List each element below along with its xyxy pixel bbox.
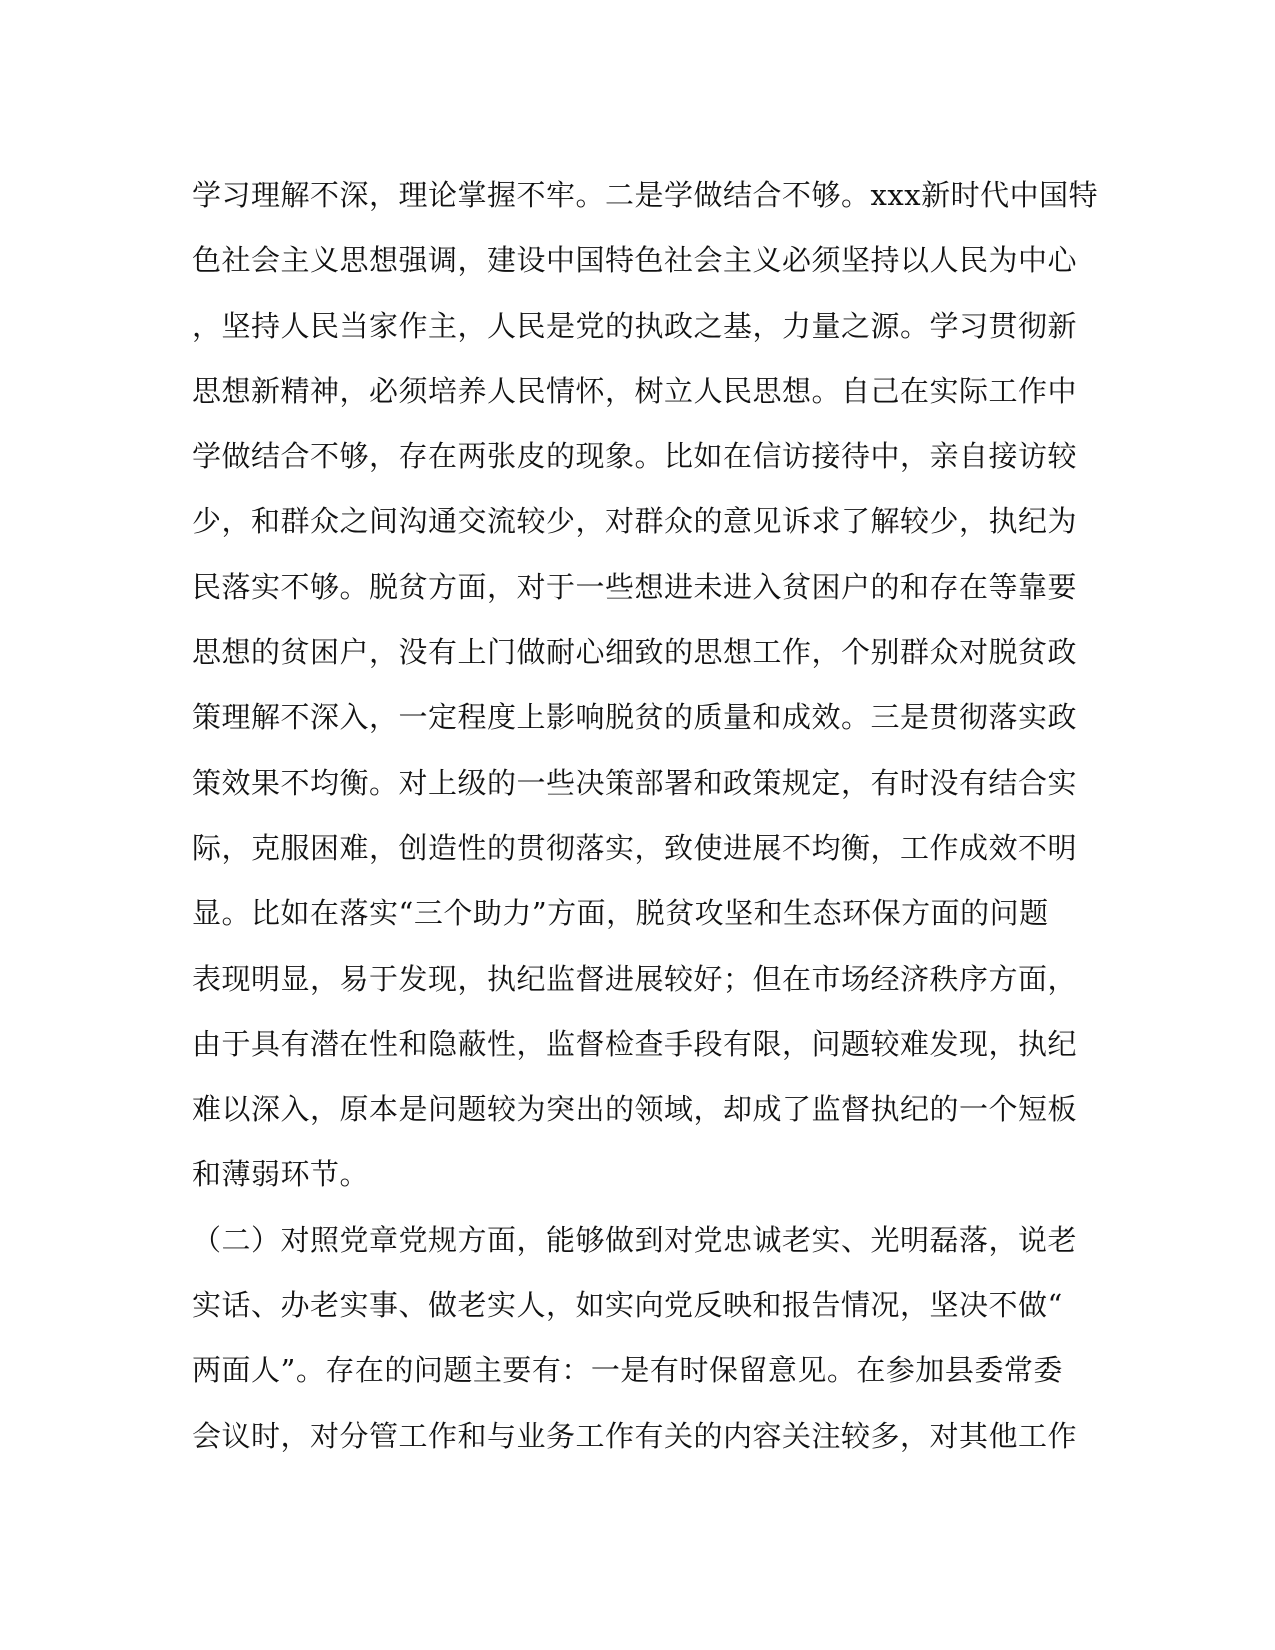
text-line: 少，和群众之间沟通交流较少，对群众的意见诉求了解较少，执纪为 [192,504,1078,539]
text-line: 思想的贫困户，没有上门做耐心细致的思想工作，个别群众对脱贫政 [192,635,1078,670]
text-line: 思想新精神，必须培养人民情怀，树立人民思想。自己在实际工作中 [192,373,1078,408]
text-line: 和薄弱环节。 [192,1157,370,1192]
text-line: 民落实不够。脱贫方面，对于一些想进未进入贫困户的和存在等靠要 [192,569,1078,604]
text-line: 两面人”。存在的问题主要有：一是有时保留意见。在参加县委常委 [192,1353,1063,1388]
text-line: （二）对照党章党规方面，能够做到对党忠诚老实、光明磊落，说老 [192,1222,1078,1257]
text-line: 会议时，对分管工作和与业务工作有关的内容关注较多，对其他工作 [192,1418,1078,1453]
text-line: 显。比如在落实“三个助力”方面，脱贫攻坚和生态环保方面的问题 [192,896,1049,931]
text-line: 策效果不均衡。对上级的一些决策部署和政策规定，有时没有结合实 [192,765,1078,800]
text-line: 由于具有潜在性和隐蔽性，监督检查手段有限，问题较难发现，执纪 [192,1026,1078,1061]
body-text [192,163,1099,1469]
text-line: 难以深入，原本是问题较为突出的领域，却成了监督执纪的一个短板 [192,1092,1078,1127]
text-line: 表现明显，易于发现，执纪监督进展较好；但在市场经济秩序方面， [192,961,1078,996]
text-line: 策理解不深入，一定程度上影响脱贫的质量和成效。三是贯彻落实政 [192,700,1078,735]
text-line: 学做结合不够，存在两张皮的现象。比如在信访接待中，亲自接访较 [192,439,1078,474]
text-line: ，坚持人民当家作主，人民是党的执政之基，力量之源。学习贯彻新 [192,308,1078,343]
text-line: 学习理解不深，理论掌握不牢。二是学做结合不够。xxx新时代中国特 [192,178,1099,212]
text-line: 实话、办老实事、做老实人，如实向党反映和报告情况，坚决不做“ [192,1288,1063,1323]
text-line: 色社会主义思想强调，建设中国特色社会主义必须坚持以人民为中心 [192,243,1078,278]
text-line: 际，克服困难，创造性的贯彻落实，致使进展不均衡，工作成效不明 [192,830,1078,865]
